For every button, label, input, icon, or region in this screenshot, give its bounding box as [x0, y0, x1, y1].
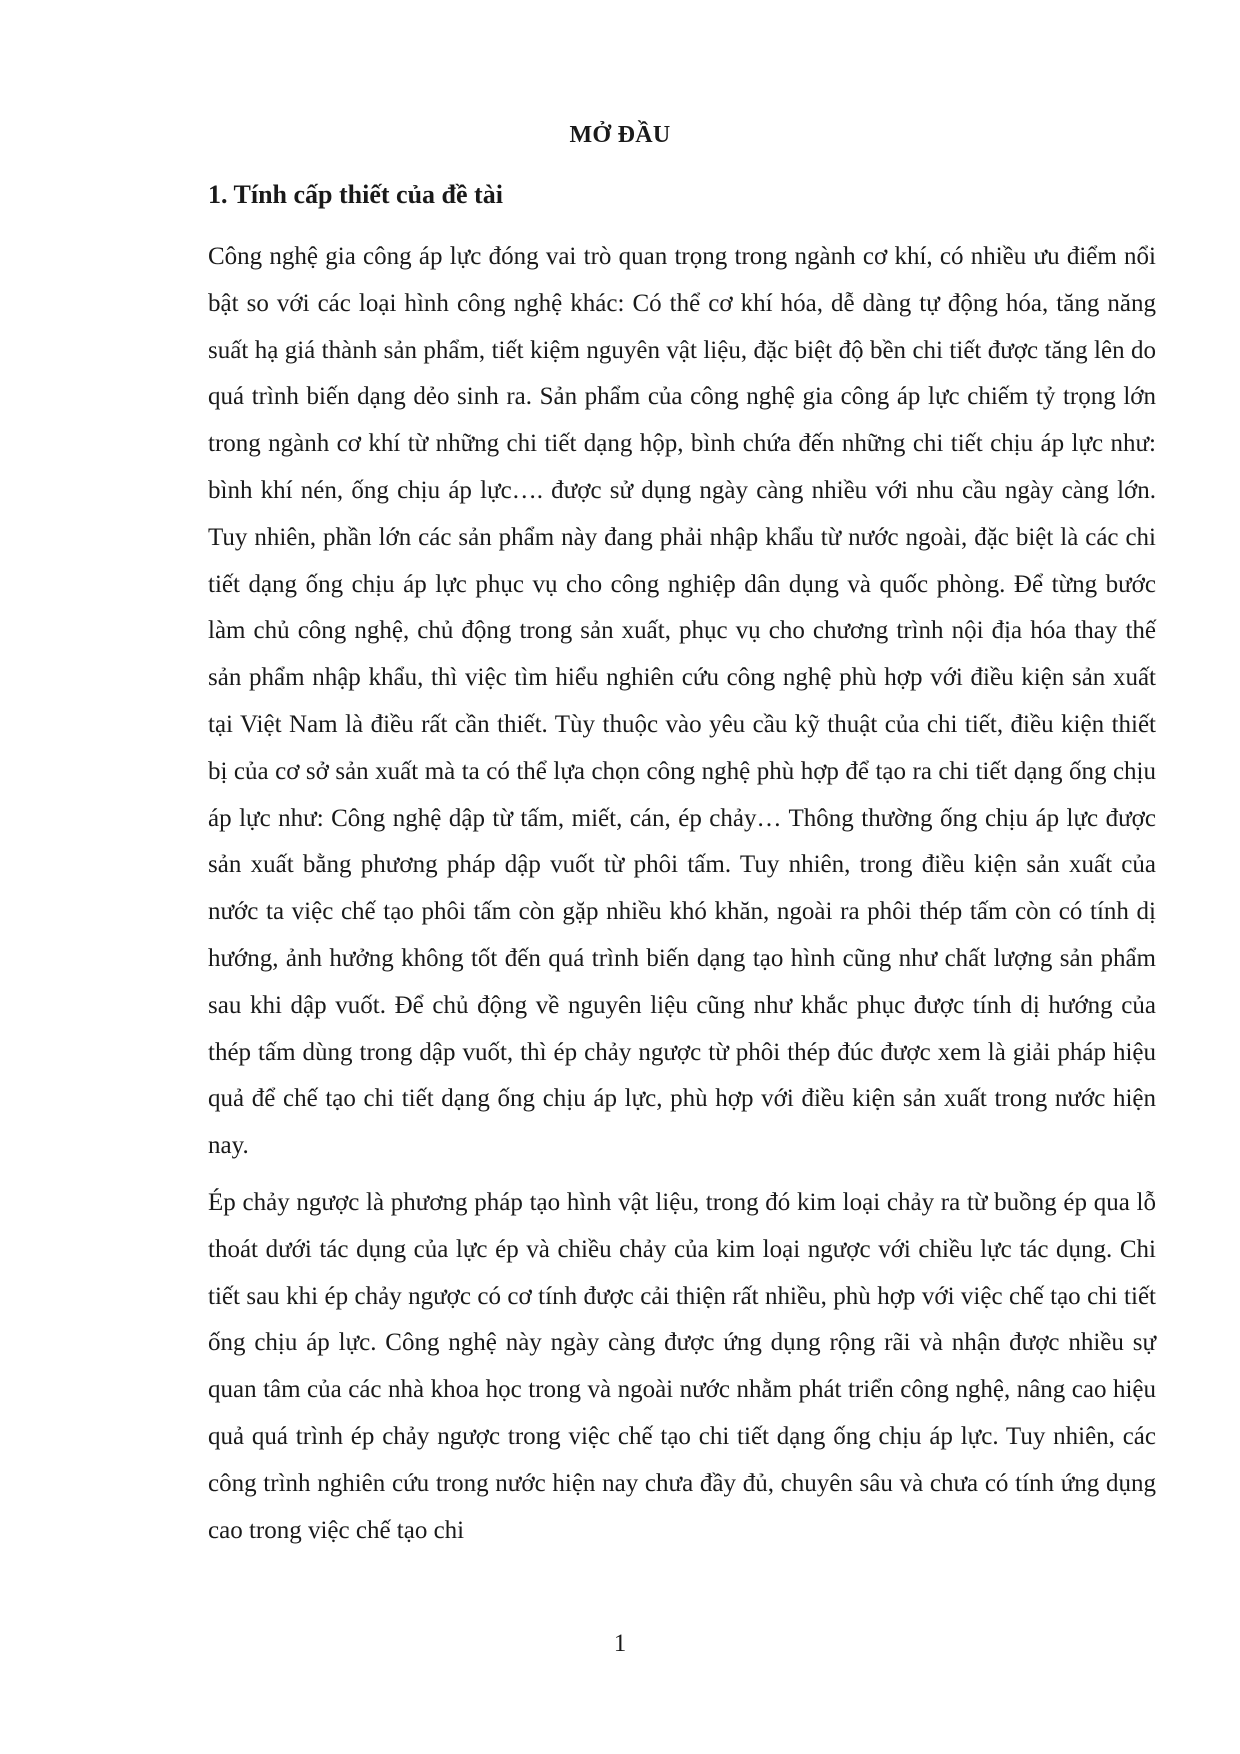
body-text	[208, 234, 1156, 1554]
section-title: 1. Tính cấp thiết của đề tài	[208, 180, 503, 209]
paragraph: Ép chảy ngược là phương pháp tạo hình vật liệu, trong đó kim loại chảy ra từ buồng ép qua lỗ thoát dưới tác dụng của lực ép và chiều chảy của kim loại ngược với chiều lực tác dụng. Chi tiết sau khi ép chảy ngược có cơ tính được cải thiện rất nhiều, phù hợp với việc chế tạo chi tiết ống chịu áp lực. Công nghệ này ngày càng được ứng dụng rộng rãi và nhận được nhiều sự quan tâm của các nhà khoa học trong và ngoài nước nhằm phát triển công nghệ, nâng cao hiệu quả quá trình ép chảy ngược trong việc chế tạo chi tiết dạng ống chịu áp lực. Tuy nhiên, các công trình nghiên cứu trong nước hiện nay chưa đầy đủ, chuyên sâu và chưa có tính ứng dụng cao trong việc chế tạo chi	[208, 1188, 1156, 1544]
page-number: 1	[613, 1630, 627, 1657]
page-heading: MỞ ĐẦU	[569, 122, 671, 148]
paragraph: Công nghệ gia công áp lực đóng vai trò quan trọng trong ngành cơ khí, có nhiều ưu điểm nổi bật so với các loại hình công nghệ khác: Có thể cơ khí hóa, dễ dàng tự động hóa, tăng năng suất hạ giá thành sản phẩm, tiết kiệm nguyên vật liệu, đặc biệt độ bền chi tiết được tăng lên do quá trình biến dạng dẻo sinh ra. Sản phẩm của công nghệ gia công áp lực chiếm tỷ trọng lớn trong ngành cơ khí từ những chi tiết dạng hộp, bình chứa đến những chi tiết chịu áp lực như: bình khí nén, ống chịu áp lực…. được sử dụng ngày càng nhiều với nhu cầu ngày càng lớn. Tuy nhiên, phần lớn các sản phẩm này đang phải nhập khẩu từ nước ngoài, đặc biệt là các chi tiết dạng ống chịu áp lực phục vụ cho công nghiệp dân dụng và quốc phòng. Để từng bước làm chủ công nghệ, chủ động trong sản xuất, phục vụ cho chương trình nội địa hóa thay thế sản phẩm nhập khẩu, thì việc tìm hiểu nghiên cứu công nghệ phù hợp với điều kiện sản xuất tại Việt Nam là điều rất cần thiết. Tùy thuộc vào yêu cầu kỹ thuật của chi tiết, điều kiện thiết bị của cơ sở sản xuất mà ta có thể lựa chọn công nghệ phù hợp để tạo ra chi tiết dạng ống chịu áp lực như: Công nghệ dập từ tấm, miết, cán, ép chảy… Thông thường ống chịu áp lực được sản xuất bằng phương pháp dập vuốt từ phôi tấm. Tuy nhiên, trong điều kiện sản xuất của nước ta việc chế tạo phôi tấm còn gặp nhiều khó khăn, ngoài ra phôi thép tấm còn có tính dị hướng, ảnh hưởng không tốt đến quá trình biến dạng tạo hình cũng như chất lượng sản phẩm sau khi dập vuốt. Để chủ động về nguyên liệu cũng như khắc phục được tính dị hướng của thép tấm dùng trong dập vuốt, thì ép chảy ngược từ phôi thép đúc được xem là giải pháp hiệu quả để chế tạo chi tiết dạng ống chịu áp lực, phù hợp với điều kiện sản xuất trong nước hiện nay.	[208, 243, 1156, 1160]
